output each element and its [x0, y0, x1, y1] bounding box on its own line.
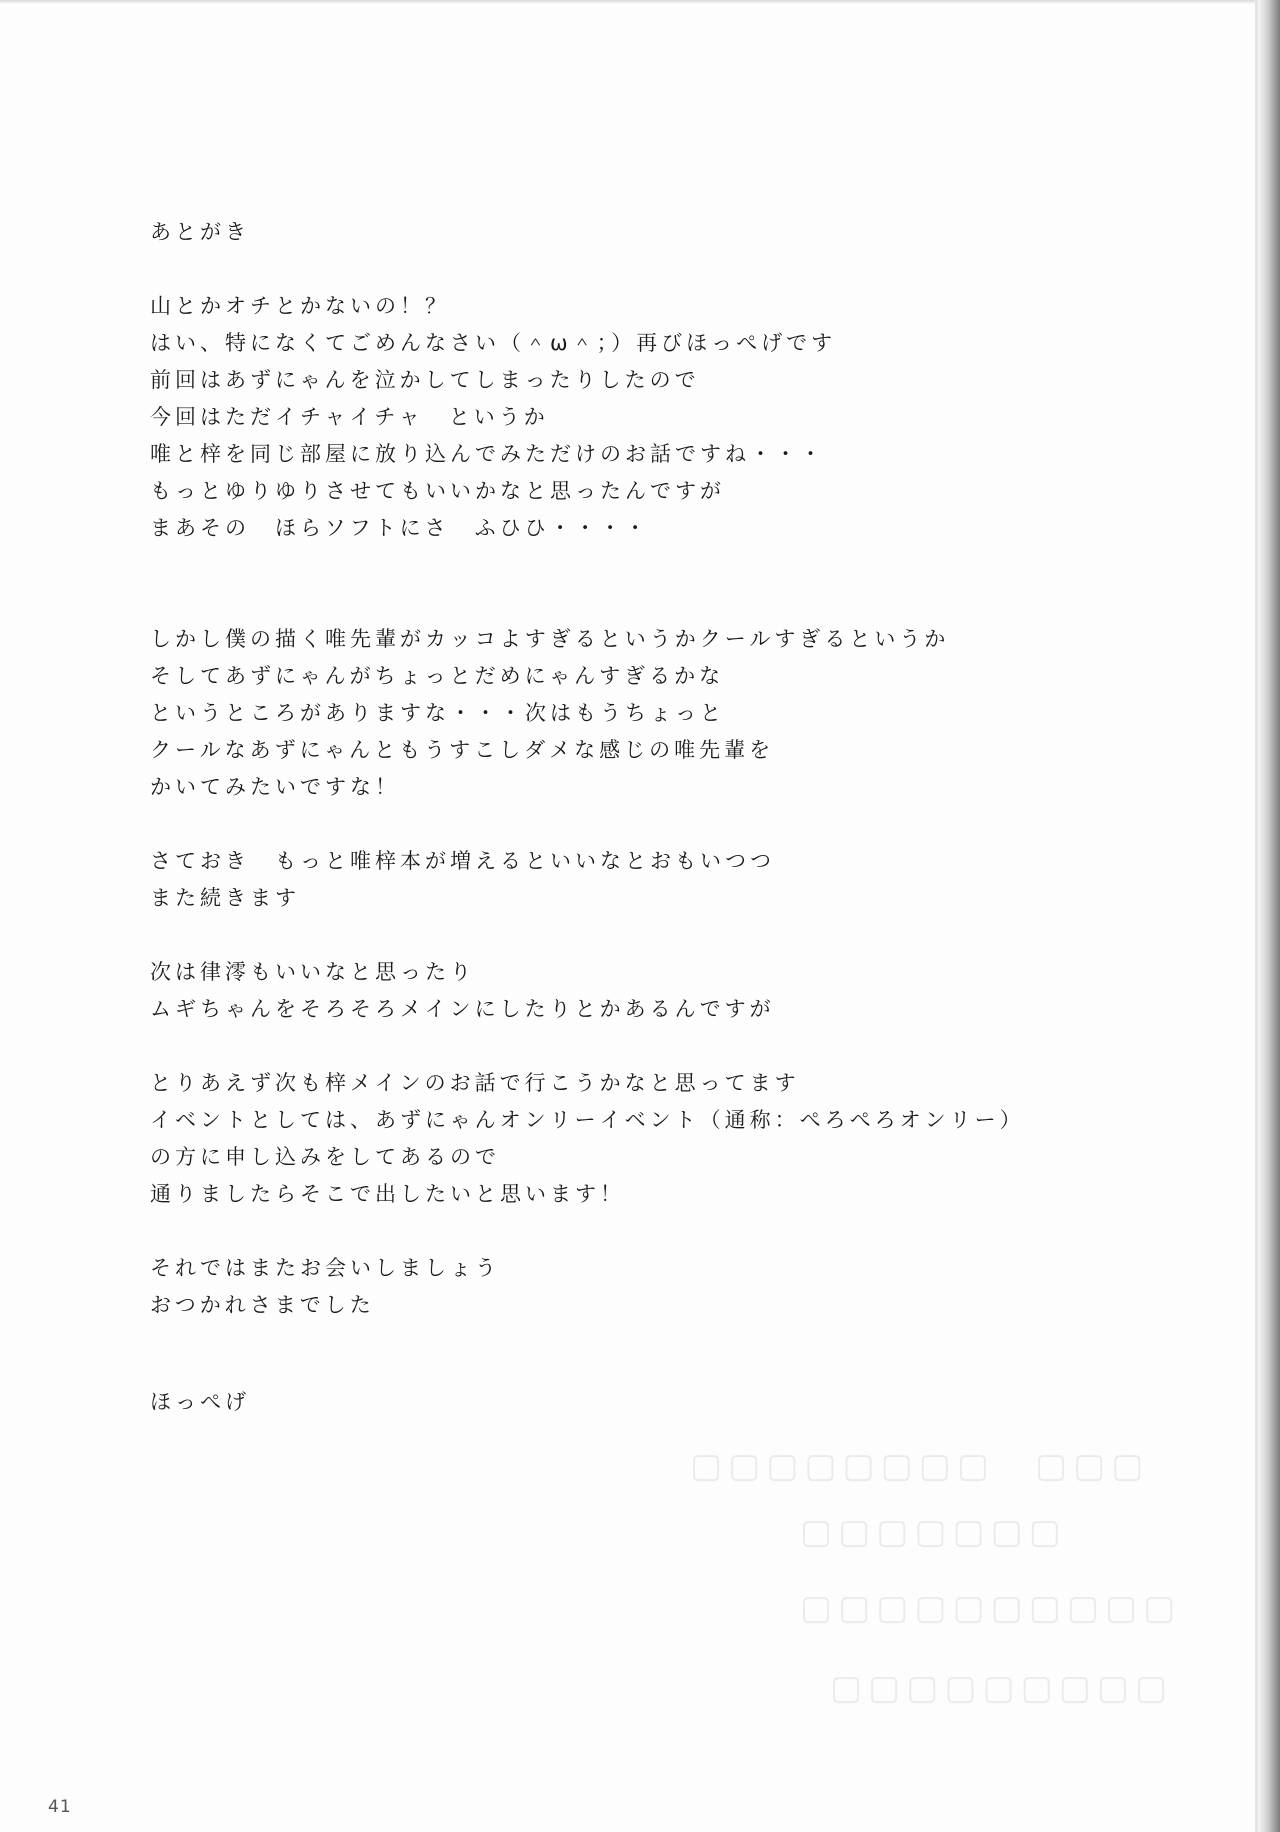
text-line: 通りましたらそこで出したいと思います！ [150, 1182, 625, 1206]
text-line: そしてあずにゃんがちょっとだめにゃんすぎるかな [150, 664, 725, 688]
text-line: 次は律澪もいいなと思ったり [150, 960, 475, 984]
paragraph-1 [150, 288, 1150, 547]
text-line: 今回はただイチャイチャ というか [150, 405, 549, 429]
text-line: さておき もっと唯梓本が増えるといいなとおもいつつ [150, 849, 775, 873]
paragraph-4 [150, 954, 1150, 1028]
text-line: また続きます [150, 886, 300, 910]
text-line: ムギちゃんをそろそろメインにしたりとかあるんですが [150, 997, 775, 1021]
bleed-through-text: ▢▢▢▢▢▢▢▢▢▢ [800, 1588, 1182, 1628]
text-line: 唯と梓を同じ部屋に放り込んでみただけのお話ですね・・・ [150, 442, 825, 466]
bleed-through-text: ▢▢▢▢▢▢▢ [800, 1512, 1067, 1552]
text-line: クールなあずにゃんともうすこしダメな感じの唯先輩を [150, 738, 775, 762]
page-top-shadow [0, 0, 1280, 4]
text-line: おつかれさまでした [150, 1293, 375, 1317]
bleed-through-text: ▢▢▢▢▢▢▢▢▢ [830, 1668, 1174, 1708]
paragraph-5 [150, 1065, 1150, 1213]
afterword-text [150, 214, 1150, 1324]
text-line: イベントとしては、あずにゃんオンリーイベント（通称：ぺろぺろオンリー） [150, 1108, 1025, 1132]
bleed-through-text: ▢▢▢▢▢▢▢▢ ▢▢▢ [690, 1446, 1150, 1486]
text-line: はい、特になくてごめんなさい（＾ω＾；）再びほっぺげです [150, 331, 837, 355]
text-line: 山とかオチとかないの！？ [150, 294, 450, 318]
text-line: もっとゆりゆりさせてもいいかなと思ったんですが [150, 479, 725, 503]
afterword-title: あとがき [150, 220, 250, 244]
text-line: 前回はあずにゃんを泣かしてしまったりしたので [150, 368, 700, 392]
page-number: 41 [48, 1797, 72, 1817]
paragraph-3 [150, 843, 1150, 917]
paragraph-6 [150, 1250, 1150, 1324]
paragraph-2 [150, 621, 1150, 806]
text-line: とりあえず次も梓メインのお話で行こうかなと思ってます [150, 1071, 800, 1095]
text-line: それではまたお会いしましょう [150, 1256, 500, 1280]
author-signature: ほっぺげ [150, 1390, 250, 1414]
page-binding-edge [1258, 0, 1280, 1832]
text-line: の方に申し込みをしてあるので [150, 1145, 500, 1169]
text-line: まあその ほらソフトにさ ふひひ・・・・ [150, 516, 650, 540]
text-line: かいてみたいですな！ [150, 775, 400, 799]
text-line: というところがありますな・・・次はもうちょっと [150, 701, 725, 725]
text-line: しかし僕の描く唯先輩がカッコよすぎるというかクールすぎるというか [150, 627, 950, 651]
